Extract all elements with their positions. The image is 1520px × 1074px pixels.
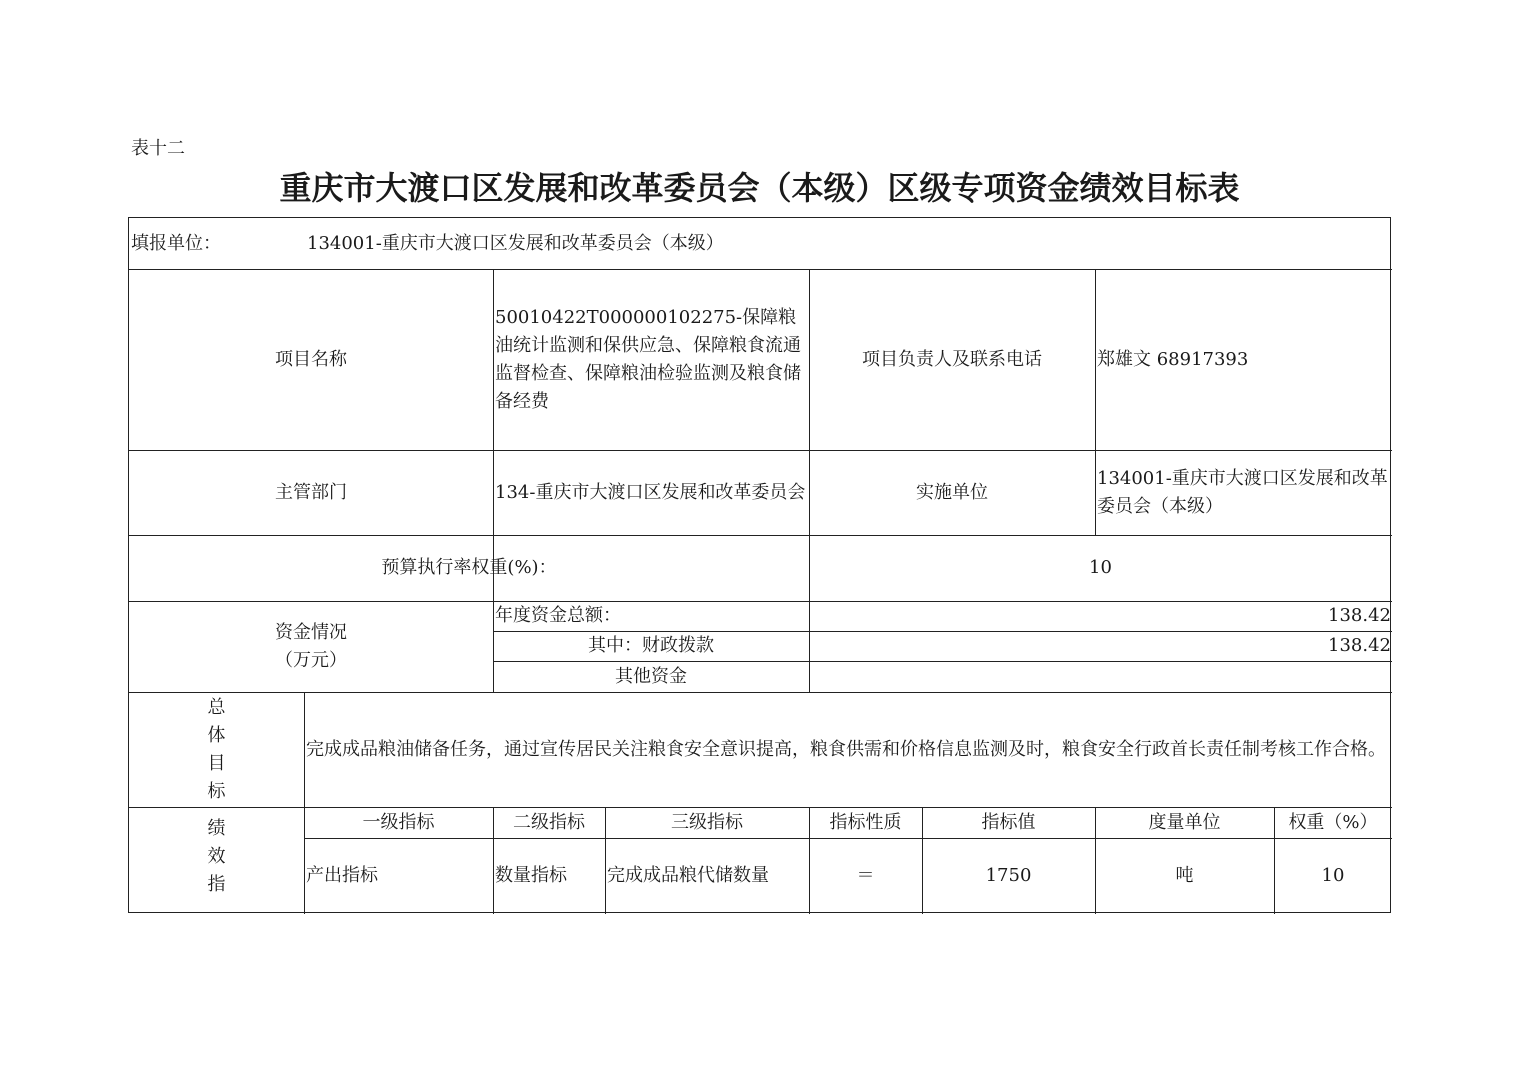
- indicator-header-level2: 二级指标: [513, 811, 585, 833]
- funds-label: [129, 601, 493, 692]
- indicator-row-nature: ＝: [856, 865, 875, 886]
- filler-unit-label: 填报单位：: [131, 232, 221, 254]
- implementing-unit-label: 实施单位: [916, 481, 988, 503]
- performance-indicator-char: 效: [207, 846, 226, 867]
- other-funds-label: 其他资金: [615, 665, 687, 687]
- project-name-label: 项目名称: [275, 348, 347, 370]
- project-contact-value: 郑雄文 68917393: [1097, 348, 1249, 370]
- project-name-value: 50010422T000000102275-保障粮油统计监测和保供应急、保障粮食流通监督检查、保障粮油检验监测及粮食储备经费: [495, 306, 801, 412]
- overall-goal-char: 总: [207, 696, 226, 718]
- indicator-row-weight: 10: [1321, 865, 1345, 886]
- indicator-row-level1: 产出指标: [306, 865, 378, 886]
- performance-target-table: [128, 217, 1391, 913]
- overall-goal-label: [129, 692, 304, 807]
- performance-indicator-label: [129, 807, 304, 914]
- performance-indicator-char: 指: [207, 874, 226, 895]
- indicator-header-weight: 权重（%）: [1288, 811, 1378, 833]
- department-value: 134-重庆市大渡口区发展和改革委员会: [495, 481, 806, 503]
- fiscal-funds-label: 其中：财政拨款: [588, 635, 714, 656]
- funds-label-line1: 资金情况: [275, 621, 347, 643]
- fiscal-funds-value: 138.42: [1328, 635, 1391, 656]
- annual-total-value: 138.42: [1328, 605, 1391, 626]
- filler-unit-value: 134001-重庆市大渡口区发展和改革委员会（本级）: [307, 232, 724, 254]
- department-label: 主管部门: [275, 481, 347, 503]
- budget-weight-label: 预算执行率权重(%)：: [381, 557, 557, 578]
- indicator-header-level3: 三级指标: [671, 811, 743, 833]
- table-number: 表十二: [131, 138, 185, 159]
- overall-goal-char: 目: [207, 752, 226, 774]
- indicator-header-level1: 一级指标: [362, 811, 435, 833]
- indicator-header-nature: 指标性质: [829, 811, 902, 833]
- overall-goal-char: 标: [207, 780, 226, 802]
- overall-goal-text: 完成成品粮油储备任务，通过宣传居民关注粮食安全意识提高，粮食供需和价格信息监测及时，粮食安全行政首长责任制考核工作合格。: [306, 738, 1386, 760]
- funds-label-line2: （万元）: [275, 649, 347, 671]
- indicator-row-value: 1750: [985, 865, 1032, 886]
- budget-weight-value: 10: [1089, 557, 1112, 578]
- performance-indicator-char: 绩: [207, 818, 226, 839]
- indicator-header-unit: 度量单位: [1148, 811, 1221, 833]
- indicator-header-value: 指标值: [981, 811, 1036, 833]
- overall-goal-char: 体: [207, 724, 226, 746]
- indicator-row-unit: 吨: [1175, 865, 1194, 886]
- indicator-row-level2: 数量指标: [495, 865, 567, 886]
- indicator-row-level3: 完成成品粮代储数量: [607, 865, 769, 886]
- project-contact-label: 项目负责人及联系电话: [862, 348, 1042, 370]
- other-funds-value: [809, 661, 1392, 692]
- document-title: 重庆市大渡口区发展和改革委员会（本级）区级专项资金绩效目标表: [279, 169, 1240, 207]
- annual-total-label: 年度资金总额：: [495, 605, 621, 626]
- implementing-unit-value: 134001-重庆市大渡口区发展和改革委员会（本级）: [1097, 467, 1388, 517]
